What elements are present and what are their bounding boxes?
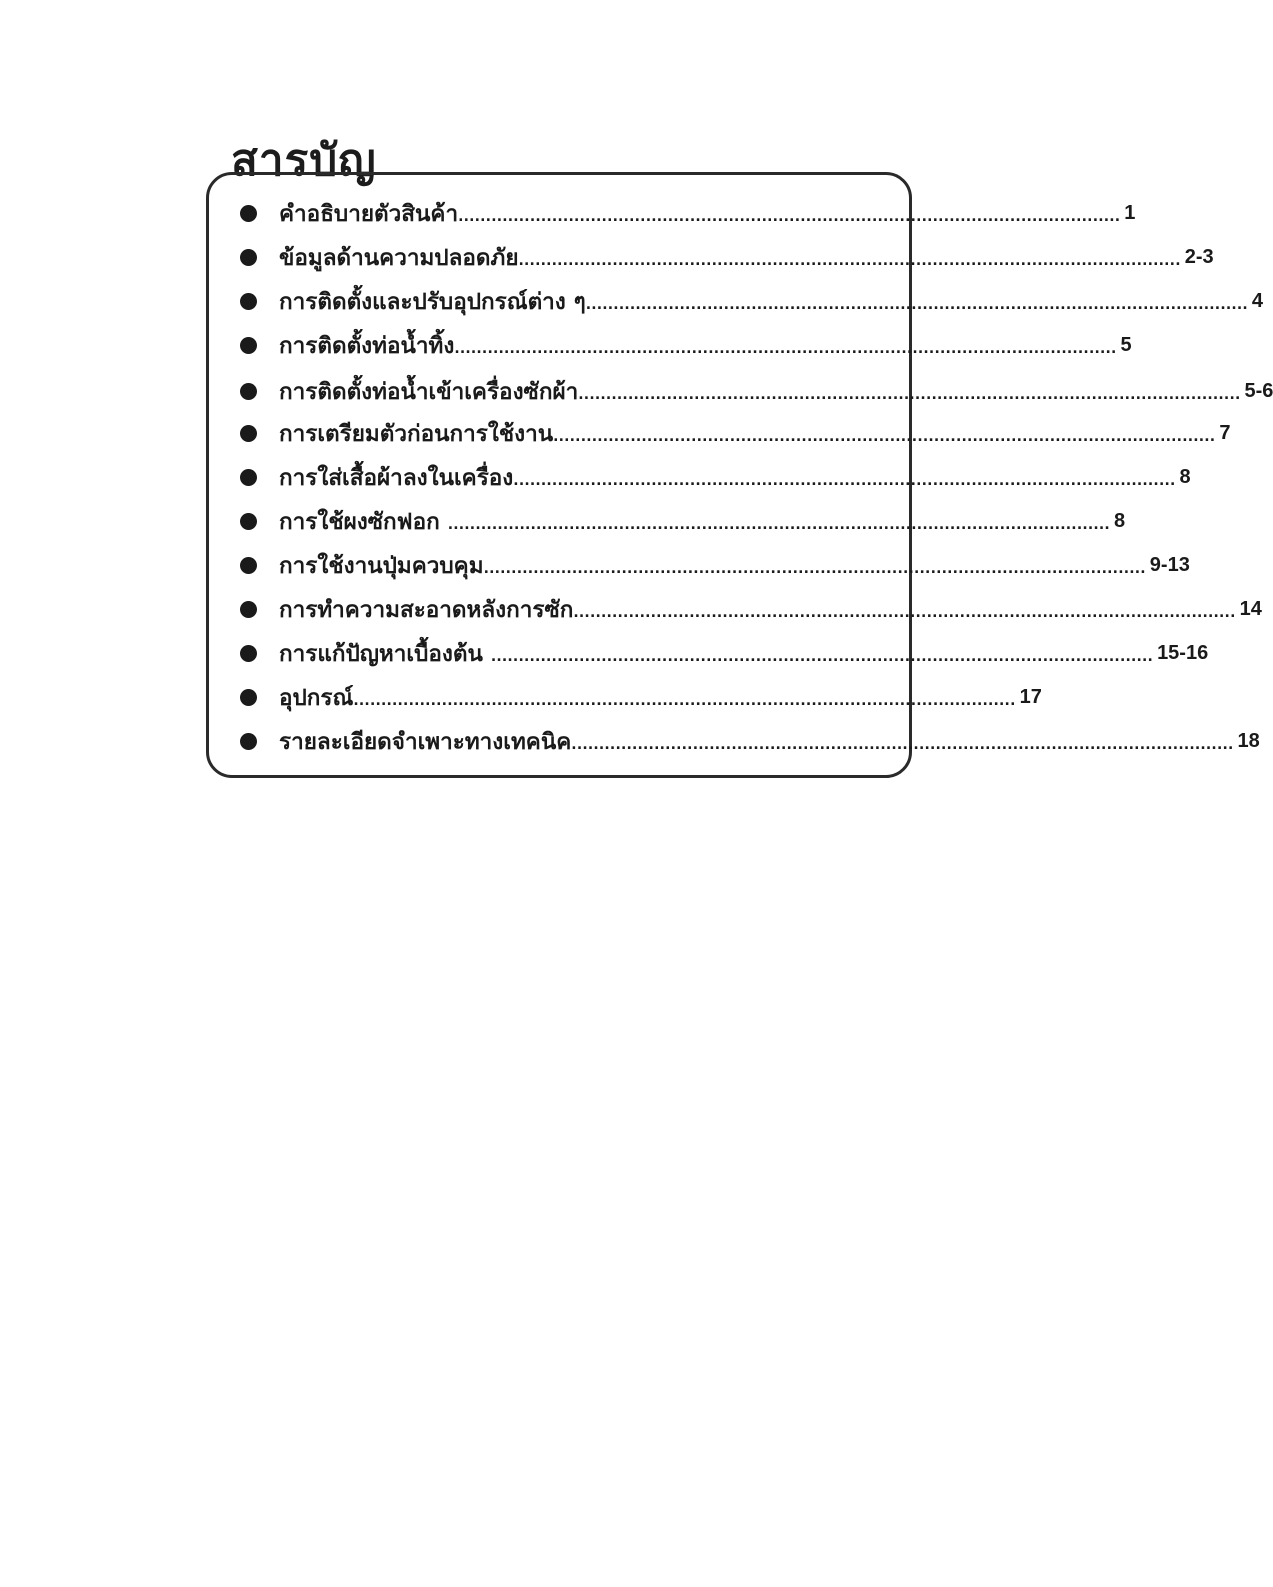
toc-entry-title: คำอธิบายตัวสินค้า xyxy=(279,201,459,227)
toc-page-number: 8 xyxy=(1179,465,1191,488)
bullet-icon xyxy=(240,383,257,400)
bullet-icon xyxy=(240,733,257,750)
toc-entry[interactable] xyxy=(240,323,1132,367)
toc-page-number: 17 xyxy=(1019,685,1042,708)
leader-dots: ........................................................................................................................ xyxy=(573,605,1236,621)
leader-dots: ........................................................................................................................ xyxy=(571,737,1234,753)
toc-entry-title: การแก้ปัญหาเบื้องต้น xyxy=(279,641,483,667)
bullet-icon xyxy=(240,689,257,706)
toc-page-number: 7 xyxy=(1219,421,1231,444)
toc-entry-title: การทำความสะอาดหลังการซัก xyxy=(279,597,574,623)
toc-entry[interactable] xyxy=(240,235,1214,279)
toc-entry[interactable] xyxy=(240,675,1042,719)
bullet-icon xyxy=(240,469,257,486)
toc-entry[interactable] xyxy=(240,191,1136,235)
toc-entry[interactable] xyxy=(240,499,1126,543)
leader-dots: ........................................................................................................................ xyxy=(490,649,1154,665)
bullet-icon xyxy=(240,601,257,618)
leader-dots: ........................................................................................................................ xyxy=(553,429,1216,445)
toc-entry-title: อุปกรณ์ xyxy=(279,685,354,711)
toc-page-number: 5-6 xyxy=(1244,379,1273,402)
toc-entry-title: การใช้ผงซักฟอก xyxy=(279,509,440,535)
toc-entry[interactable] xyxy=(240,543,1190,587)
toc-page-number: 9-13 xyxy=(1149,553,1190,576)
toc-page-number: 15-16 xyxy=(1157,641,1209,664)
toc-entry[interactable] xyxy=(240,369,1273,413)
page-title: สารบัญ xyxy=(231,135,377,187)
toc-entry-title: การติดตั้งและปรับอุปกรณ์ต่าง ๆ xyxy=(279,289,586,315)
toc-entry[interactable] xyxy=(240,587,1262,631)
leader-dots: ........................................................................................................................ xyxy=(447,517,1110,533)
toc-page-number: 5 xyxy=(1120,333,1132,356)
toc-entry-title: การเตรียมตัวก่อนการใช้งาน xyxy=(279,421,554,447)
leader-dots: ........................................................................................................................ xyxy=(458,209,1121,225)
toc-entry-title: การใช้งานปุ่มควบคุม xyxy=(279,553,484,579)
leader-dots: ........................................................................................................................ xyxy=(353,693,1016,709)
toc-page-number: 1 xyxy=(1124,201,1136,224)
leader-dots: ........................................................................................................................ xyxy=(483,561,1146,577)
toc-entry-title: ข้อมูลด้านความปลอดภัย xyxy=(279,245,519,271)
bullet-icon xyxy=(240,205,257,222)
toc-page-number: 18 xyxy=(1237,729,1260,752)
leader-dots: ........................................................................................................................ xyxy=(585,297,1248,313)
toc-entry-title: การใส่เสื้อผ้าลงในเครื่อง xyxy=(279,465,514,491)
bullet-icon xyxy=(240,425,257,442)
bullet-icon xyxy=(240,557,257,574)
bullet-icon xyxy=(240,249,257,266)
leader-dots: ........................................................................................................................ xyxy=(454,341,1117,357)
toc-page-number: 8 xyxy=(1113,509,1126,532)
bullet-icon xyxy=(240,645,257,662)
leader-dots: ........................................................................................................................ xyxy=(578,387,1241,403)
leader-dots: ........................................................................................................................ xyxy=(513,473,1176,489)
bullet-icon xyxy=(240,513,257,530)
toc-page-number: 2-3 xyxy=(1184,245,1214,268)
toc-entry[interactable] xyxy=(240,631,1209,675)
bullet-icon xyxy=(240,337,257,354)
toc-entry[interactable] xyxy=(240,719,1260,763)
toc-page-number: 14 xyxy=(1239,597,1262,620)
toc-entry[interactable] xyxy=(240,411,1231,455)
toc-page-number: 4 xyxy=(1251,289,1264,312)
toc-entry-title: รายละเอียดจำเพาะทางเทคนิค xyxy=(279,729,572,755)
toc-entry-title: การติดตั้งท่อน้ำทิ้ง xyxy=(279,333,455,359)
leader-dots: ........................................................................................................................ xyxy=(518,253,1181,269)
toc-entry-title: การติดตั้งท่อน้ำเข้าเครื่องซักผ้า xyxy=(279,379,579,405)
toc-entry[interactable] xyxy=(240,455,1191,499)
toc-entry[interactable] xyxy=(240,279,1264,323)
bullet-icon xyxy=(240,293,257,310)
